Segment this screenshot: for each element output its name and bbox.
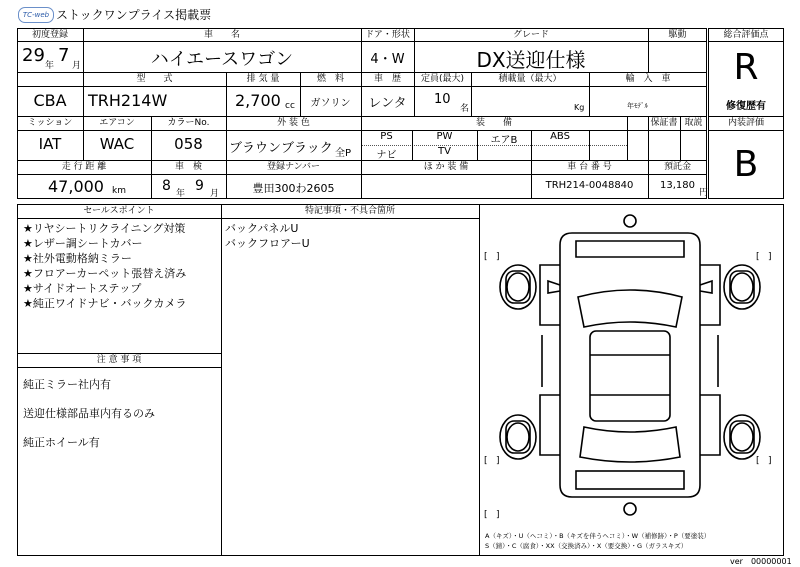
label-reg-number: 登録ナンバー	[267, 162, 320, 172]
model: TRH214W	[88, 91, 168, 110]
displacement-unit: cc	[285, 101, 295, 111]
svg-text:[: [	[484, 252, 488, 262]
label-equipment: 装 備	[475, 118, 512, 128]
label-exterior-color: 外 装 色	[277, 118, 310, 128]
equip-abs: ABS	[550, 131, 570, 142]
label-cautions: 注 意 事 項	[96, 355, 142, 365]
list-item: ★フロアーカーペット張替え済み	[23, 267, 187, 280]
label-special-notes: 特記事項・不具合箇所	[304, 206, 395, 216]
displacement: 2,700	[235, 91, 281, 110]
reg-number: 豊田300わ2605	[252, 182, 335, 195]
equip-navi: ナビ	[376, 150, 397, 161]
interior-grade: B	[733, 144, 759, 185]
label-first-reg: 初度登録	[31, 30, 68, 40]
label-manual: 取説	[684, 118, 703, 128]
deposit-unit: 円	[699, 188, 709, 198]
svg-text:[: [	[484, 510, 488, 520]
svg-text:[: [	[484, 456, 488, 466]
capacity: 10	[434, 92, 451, 107]
overall-grade-note: 修復歴有	[726, 101, 766, 112]
label-chassis-no: 車 台 番 号	[567, 162, 612, 172]
sales-points-list	[23, 221, 187, 311]
logo: TC-web	[18, 7, 54, 23]
svg-text:[: [	[756, 456, 760, 466]
chassis-no: TRH214-0048840	[545, 180, 634, 191]
door-type: 4・W	[370, 52, 405, 67]
list-item: ★レザー調シートカバー	[23, 237, 143, 250]
label-mission: ミッション	[27, 118, 73, 128]
caution-item: 純正ホイール有	[23, 436, 100, 449]
capacity-unit: 名	[460, 104, 470, 114]
list-item: ★純正ワイドナビ・バックカメラ	[23, 297, 187, 310]
label-color-no: カラーNo.	[167, 118, 210, 128]
grade: DX送迎仕様	[476, 48, 586, 72]
first-reg-year: 29	[22, 45, 45, 66]
mileage-unit: km	[112, 186, 126, 196]
caution-item: 純正ミラー社内有	[23, 378, 111, 391]
label-fuel: 燃 料	[316, 74, 344, 84]
list-item: ★サイドオートステップ	[23, 282, 142, 295]
svg-text:[: [	[756, 252, 760, 262]
equip-airbag: エアB	[490, 135, 518, 146]
label-model: 型 式	[136, 74, 173, 84]
label-overall-eval: 総合評価点	[723, 30, 769, 40]
first-reg-year-unit: 年	[45, 61, 55, 71]
label-deposit: 預託金	[663, 162, 691, 172]
list-item: バックパネルU	[225, 222, 299, 235]
model-prefix: CBA	[33, 91, 67, 110]
damage-legend-line1: A（キズ）・U（ヘコミ）・B（キズを伴うヘコミ）・W（補修跡）・P（要塗装）	[485, 532, 711, 540]
color-no: 058	[174, 135, 203, 153]
insp-month-unit: 月	[210, 189, 220, 199]
import-note: 年ﾓﾃﾞﾙ	[627, 102, 648, 110]
label-inspection: 車 検	[174, 162, 202, 172]
car-name: ハイエースワゴン	[150, 49, 294, 70]
label-grade: グレード	[512, 30, 549, 40]
label-sales-points: セールスポイント	[83, 206, 155, 216]
load-unit: Kg	[574, 103, 585, 112]
list-item: バックフロアーU	[225, 237, 310, 250]
svg-text:]: ]	[768, 252, 772, 262]
mileage: 47,000	[48, 177, 104, 196]
label-drive: 駆動	[668, 30, 687, 40]
caution-item: 送迎仕様部品車内有るのみ	[23, 407, 155, 420]
damage-legend-line2: S（錆）・C（腐食）・XX（交換済み）・X（要交換）・G（ガラスキズ）	[485, 542, 688, 550]
insp-year: 8	[162, 178, 171, 194]
list-item: ★リヤシートリクライニング対策	[23, 222, 186, 235]
label-import: 輸 入 車	[625, 74, 671, 84]
exterior-color-suffix: 全P	[335, 148, 352, 159]
label-mileage: 走 行 距 離	[61, 162, 107, 172]
first-reg-month-unit: 月	[72, 61, 82, 71]
label-displacement: 排 気 量	[246, 74, 280, 84]
label-interior-eval: 内装評価	[727, 118, 764, 128]
mission: IAT	[38, 135, 62, 153]
label-history: 車 歴	[373, 74, 401, 84]
equip-pw: PW	[436, 131, 453, 142]
deposit: 13,180	[660, 180, 695, 191]
equip-ps: PS	[380, 131, 393, 142]
list-item: ★社外電動格納ミラー	[23, 252, 132, 265]
label-car-name: 車 名	[203, 30, 240, 40]
fuel: ガソリン	[310, 98, 351, 109]
svg-text:]: ]	[768, 456, 772, 466]
special-notes-list	[225, 221, 310, 251]
svg-text:]: ]	[496, 456, 500, 466]
exterior-color: ブラウンブラック	[229, 141, 333, 156]
label-door: ドア・形状	[365, 30, 410, 40]
svg-text:]: ]	[496, 510, 500, 520]
aircon: WAC	[99, 135, 135, 153]
label-aircon: エアコン	[99, 118, 135, 128]
svg-text:]: ]	[496, 252, 500, 262]
equip-tv: TV	[438, 146, 451, 157]
page-title: ストックワンプライス掲載票	[56, 8, 212, 22]
label-other-equip: ほ か 装 備	[423, 162, 469, 172]
history: レンタ	[368, 96, 407, 111]
overall-grade: R	[733, 47, 759, 88]
vehicle-damage-diagram	[480, 205, 783, 530]
label-capacity: 定員(最大)	[420, 74, 465, 84]
insp-month: 9	[195, 178, 204, 194]
version-text: ver 00000001	[730, 557, 792, 566]
label-warranty: 保証書	[650, 118, 678, 128]
insp-year-unit: 年	[176, 189, 186, 199]
first-reg-month: 7	[58, 45, 70, 66]
label-load: 積載量（最大）	[498, 74, 562, 84]
